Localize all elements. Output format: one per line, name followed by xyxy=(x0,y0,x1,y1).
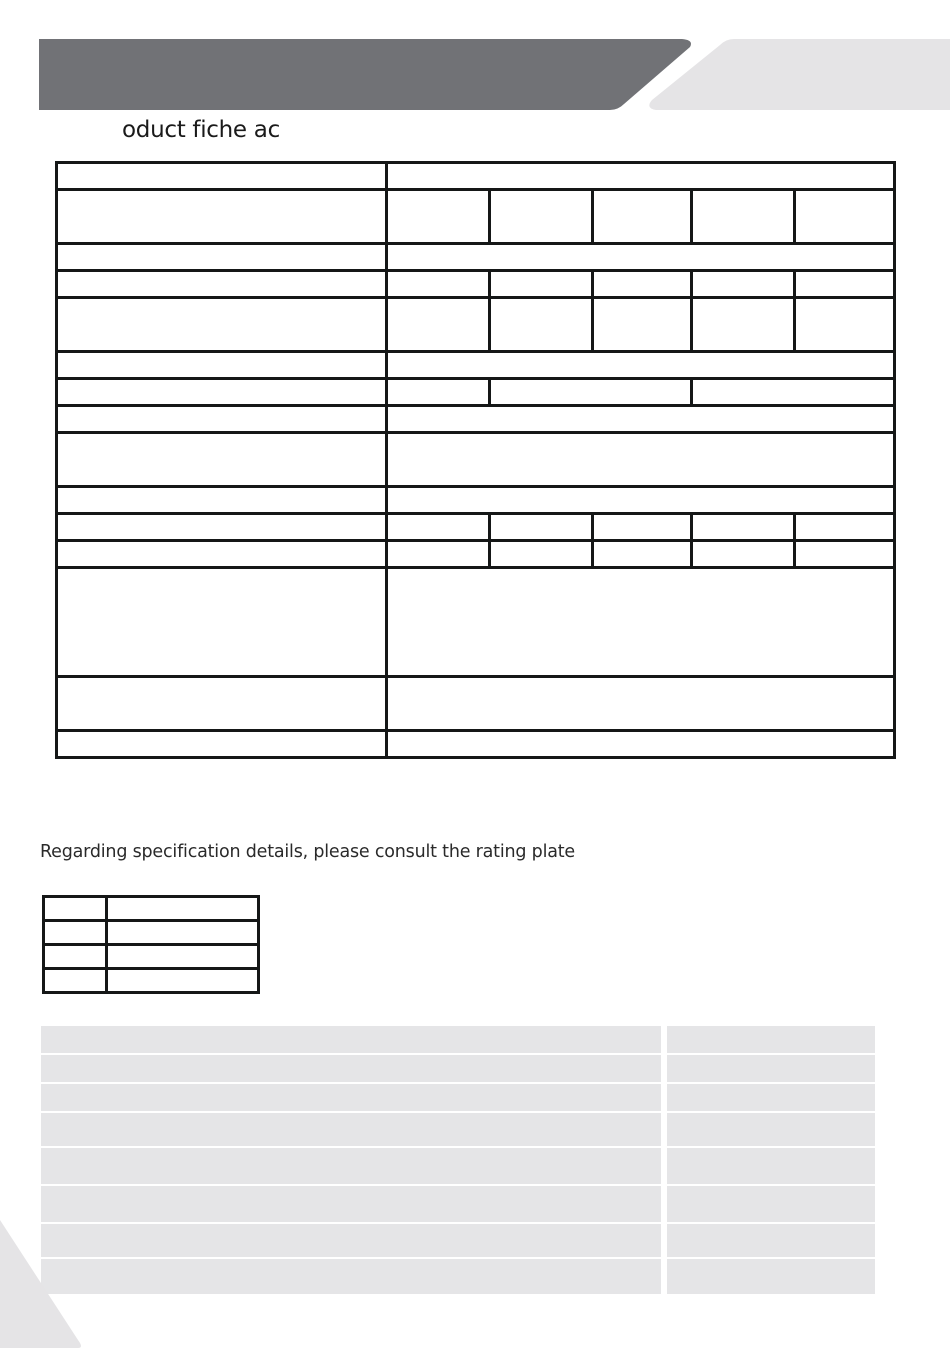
table-divider xyxy=(385,161,388,759)
small-table-divider xyxy=(105,895,108,994)
table-divider xyxy=(591,188,594,245)
table-row-label xyxy=(58,488,385,512)
table-row-label xyxy=(58,407,385,431)
table-divider xyxy=(591,269,594,299)
table-row-label xyxy=(58,272,385,296)
table-divider xyxy=(893,161,896,759)
table-divider xyxy=(591,539,594,569)
table-divider xyxy=(793,296,796,353)
table-divider xyxy=(793,188,796,245)
gray-table-value-cell xyxy=(667,1055,875,1082)
table-divider xyxy=(690,512,693,542)
small-table-rule xyxy=(42,919,260,922)
gray-table-label-cell xyxy=(41,1224,661,1257)
table-row-label xyxy=(58,299,385,350)
table-divider xyxy=(690,377,693,407)
table-row-label xyxy=(58,678,385,729)
small-table-divider xyxy=(42,895,45,994)
gray-table-value-cell xyxy=(667,1186,875,1222)
gray-table-label-cell xyxy=(41,1113,661,1146)
page-title: oduct fiche ac xyxy=(122,117,280,143)
gray-table-label-cell xyxy=(41,1026,661,1053)
header-dark-bar xyxy=(39,39,691,110)
gray-table-label-cell xyxy=(41,1084,661,1111)
table-row-label xyxy=(58,515,385,539)
table-divider xyxy=(793,539,796,569)
gray-table-label-cell xyxy=(41,1055,661,1082)
gray-table-value-cell xyxy=(667,1026,875,1053)
table-divider xyxy=(591,296,594,353)
table-divider xyxy=(488,188,491,245)
table-divider xyxy=(690,296,693,353)
small-table-rule xyxy=(42,991,260,994)
header-light-tab xyxy=(649,39,950,110)
spec-note: Regarding specification details, please consult the rating plate xyxy=(40,842,575,862)
header-banner xyxy=(0,0,950,115)
table-divider xyxy=(690,539,693,569)
gray-table-value-cell xyxy=(667,1113,875,1146)
table-divider xyxy=(488,269,491,299)
gray-table-value-cell xyxy=(667,1148,875,1184)
table-divider xyxy=(793,269,796,299)
table-divider xyxy=(591,512,594,542)
table-row-label xyxy=(58,353,385,377)
small-table-rule xyxy=(42,967,260,970)
table-divider xyxy=(488,296,491,353)
table-row-label xyxy=(58,191,385,242)
table-divider xyxy=(690,269,693,299)
gray-table-label-cell xyxy=(41,1259,661,1294)
table-divider xyxy=(488,539,491,569)
table-row-label xyxy=(58,164,385,188)
table-row-label xyxy=(58,569,385,675)
corner-decoration xyxy=(0,1220,90,1348)
gray-table-value-cell xyxy=(667,1084,875,1111)
gray-table-label-cell xyxy=(41,1148,661,1184)
small-table-divider xyxy=(257,895,260,994)
table-divider xyxy=(488,512,491,542)
small-table-rule xyxy=(42,943,260,946)
table-row-label xyxy=(58,732,385,756)
table-row-label xyxy=(58,542,385,566)
table-divider xyxy=(488,377,491,407)
table-rule xyxy=(55,756,896,759)
table-row-label xyxy=(58,245,385,269)
table-row-label xyxy=(58,380,385,404)
table-divider xyxy=(690,188,693,245)
gray-table-label-cell xyxy=(41,1186,661,1222)
gray-table-value-cell xyxy=(667,1224,875,1257)
table-row-label xyxy=(58,434,385,485)
table-divider xyxy=(793,512,796,542)
small-table-rule xyxy=(42,895,260,898)
gray-table-value-cell xyxy=(667,1259,875,1294)
